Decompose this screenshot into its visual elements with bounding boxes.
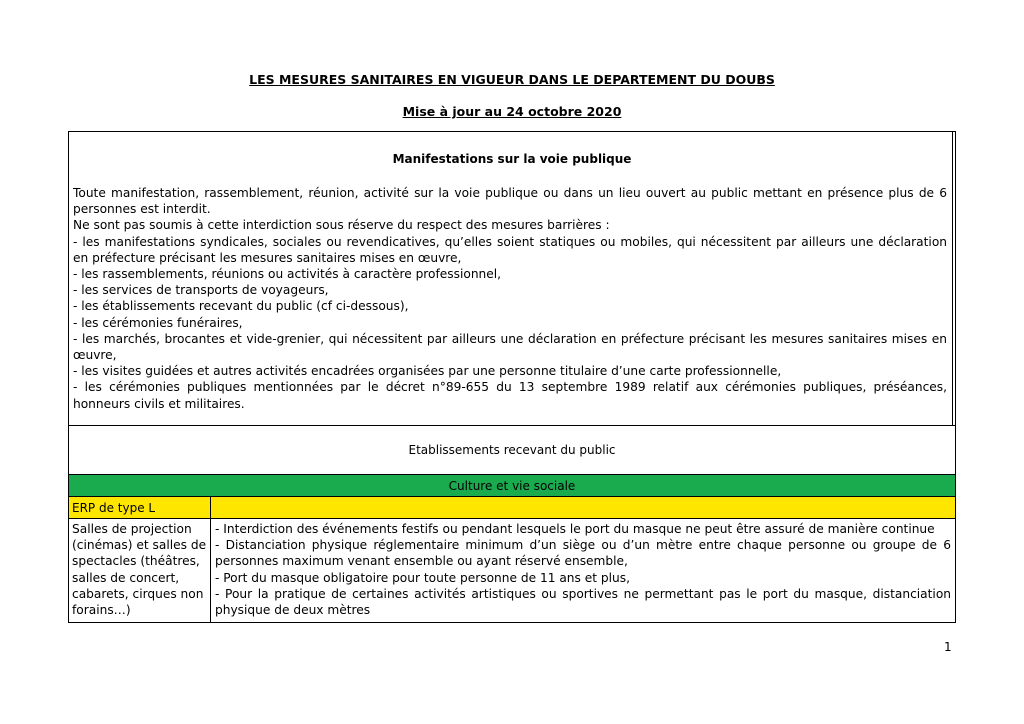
paragraph-line: - les cérémonies publiques mentionnées par le décret n°89-655 du 13 septembre 1989 relatif aux cérémonies publiques, préséances, honneurs civils et militaires.	[73, 380, 947, 411]
paragraph-line: Toute manifestation, rassemblement, réunion, activité sur la voie publique ou dans un lieu ouvert au public mettant en présence plus de 6 personnes est interdit.	[73, 186, 947, 217]
page-number: 1	[944, 640, 952, 654]
document-subtitle: Mise à jour au 24 octobre 2020	[402, 104, 622, 119]
rule-line: - Port du masque obligatoire pour toute personne de 11 ans et plus,	[215, 570, 630, 585]
section-erp	[68, 425, 956, 475]
paragraph-line: - les manifestations syndicales, sociales ou revendicatives, qu’elles soient statiques ou mobiles, qui nécessitent par ailleurs une déclaration en préfecture précisant les mesures sanitaires mises en œuvre,	[73, 234, 947, 265]
table-row	[68, 519, 956, 623]
paragraph-line: Ne sont pas soumis à cette interdiction sous réserve du respect des mesures barrières :	[73, 218, 610, 233]
section-body	[73, 185, 947, 412]
section-heading: Manifestations sur la voie publique	[392, 152, 632, 166]
subcategory-band	[68, 497, 956, 519]
rules-cell	[212, 521, 951, 618]
paragraph-line: - les marchés, brocantes et vide-grenier, qui nécessitent par ailleurs une déclaration en préfecture précisant les mesures sanitaires mises en œuvre,	[73, 331, 947, 363]
category-band: Culture et vie sociale	[68, 475, 956, 497]
section-heading: Etablissements recevant du public	[408, 443, 616, 457]
rule-line: - Distanciation physique réglementaire minimum d’un siège ou d’un mètre entre chaque personne ou groupe de 6 personnes maximum venant ensemble ou ayant réservé ensemble,	[215, 538, 951, 569]
paragraph-line: - les rassemblements, réunions ou activités à caractère professionnel,	[73, 267, 502, 282]
paragraph-line: - les cérémonies funéraires,	[73, 315, 243, 330]
paragraph-line: - les services de transports de voyageurs,	[73, 283, 329, 298]
paragraph-line: - les visites guidées et autres activités encadrées organisées par une personne titulaire d’une carte professionnelle,	[73, 364, 782, 379]
document-title: LES MESURES SANITAIRES EN VIGUEUR DANS LE DEPARTEMENT DU DOUBS	[249, 72, 775, 87]
venue-cell: Salles de projection (cinémas) et salles de spectacles (théâtres, salles de concert, cabarets, cirques non forains…)	[69, 519, 211, 622]
rule-line: - Interdiction des événements festifs ou pendant lesquels le port du masque ne peut être assuré de manière continue	[215, 522, 935, 536]
subcategory-label: ERP de type L	[69, 497, 211, 518]
section-manifestations	[68, 131, 956, 426]
rule-line: - Pour la pratique de certaines activités artistiques ou sportives ne permettant pas le port du masque, distanciation physique de deux mètres	[215, 586, 951, 618]
paragraph-line: - les établissements recevant du public (cf ci-dessous),	[73, 299, 409, 314]
